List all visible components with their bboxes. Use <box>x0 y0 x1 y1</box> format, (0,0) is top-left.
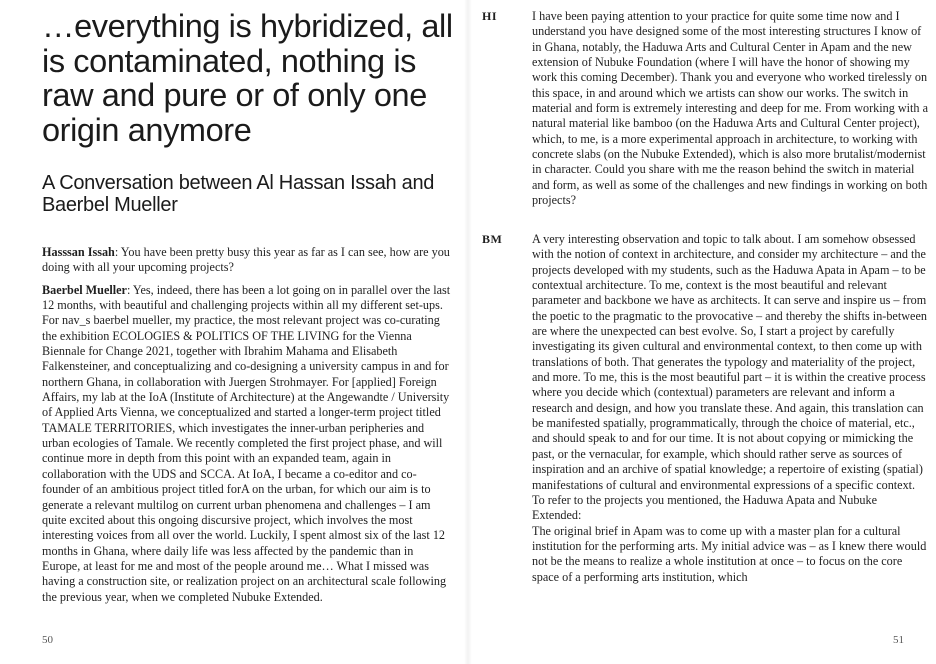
article-headline: …everything is hybridized, all is contaminated, nothing is raw and pure or of only one origin anymore <box>42 8 453 148</box>
entry-text-block <box>532 232 928 585</box>
paragraph-text: : Yes, indeed, there has been a lot going on in parallel over the last 12 months, with beautiful and challenging projects within all my different set-ups. For nav_s baerbel mueller, my practice, the most relevant project was co-curating the exhibition ECOLOGIES & POLITICS OF THE LIVING for the Vienna Biennale for Change 2021, together with Ibrahim Mahama and Elisabeth Falkensteiner, and conceptualizing and co-designing a university campus in and for northern Ghana, in collaboration with Juergen Strohmayer. For [applied] Foreign Affairs, my lab at the IoA (Institute of Architecture) at the Angewandte / University of Applied Arts Vienna, we conceptualized and started a longer-term project titled TAMALE TERRITORIES, which investigates the inner-urban peripheries and urban ecologies of Tamale. We recently completed the first project phase, and will continue more in depth from this point with an expanded team, again in collaboration with the UDS and SCCA. At IoA, I became a co-editor and co-founder of an ambitious project titled forA on the urban, for which our aim is to generate a relevant multilog on current urban phenomena and challenges – I am quite excited about this ongoing discursive project, which involves the most interesting voices from all over the world. Luckily, I spent almost six of the last 12 months in Ghana, where daily life was less affected by the pandemic than in Europe, at least for me and most of the people around me… What I missed was having a construction site, or realization project on an architectural scale following the previous year, when we completed Nubuke Extended. <box>42 282 451 604</box>
speaker-initials: BM <box>482 232 503 246</box>
paragraph-issah <box>42 245 452 276</box>
paragraph-mueller <box>42 283 452 605</box>
speaker-name: Baerbel Mueller <box>42 282 127 297</box>
page-number-left: 50 <box>42 634 53 646</box>
speaker-initials: HI <box>482 9 498 23</box>
page-number-right: 51 <box>893 634 904 646</box>
entry-text: I have been paying attention to your practice for quite some time now and I understand you have designed some of the most interesting structures I know of in Ghana, notably, the Haduwa Arts and Cultural Center in Apam and the new extension of Nubuke Foundation (where I will have the honor of showing my work this coming December). Thank you and everyone who worked tirelessly on this space, in and around which we artists can show our works. The switch in material and form is extremely interesting and deep for me. From working with a natural material like bamboo (on the Haduwa Arts and Cultural Center project), which, to me, is a more experimental approach in architecture, to working with concrete slabs (on the Nubuke Extended), which is also more brutalist/modernist in character. Could you share with me the reason behind the switch in material and form, as well as some of the challenges and new findings in working on both projects? <box>532 9 928 208</box>
entry-text: A very interesting observation and topic to talk about. I am somehow obsessed with the notion of context in architecture, and consider my architecture – and the projects developed with my students, such as the Haduwa Apata in Apam – to be contextual architecture. To me, context is the most beautiful and relevant parameter and backbone we have as architects. It can serve and inspire us – from the poetic to the pragmatic to the provocative – and thereby the shifts in-between are where the unexpected can best evolve. So, I start a project by carefully investigating its given cultural and environmental context, to then come up with translations of both. That generates the typology and materiality of the project, and more. To me, this is the most beautiful part – it is within the creative process where you decide which (contextual) parameters are relevant and inform a research and design, and how you translate these. And again, this translation can be manifested spatially, programmatically, through the choice of material, etc., and should speak to and for our time. It is not about copying or mimicking the past, or the vernacular, for example, which should rather serve as sources of inspiration and an archive of spatial knowledge; a repertoire of existing (spatial) manifestations of cultural and environmental expressions of a specific context. To refer to the projects you mentioned, the Haduwa Apata and Nubuke Extended: <box>532 232 927 523</box>
article-subheadline: A Conversation between Al Hassan Issah and Baerbel Mueller <box>42 172 435 216</box>
right-page <box>468 0 936 664</box>
entry-text-continued: The original brief in Apam was to come up with a master plan for a cultural institution for the performing arts. My initial advice was – as I knew there would not be the means to realize a whole institution at once – to focus on the core space of a performing arts institution, which <box>532 523 927 584</box>
speaker-name: Hasssan Issah <box>42 245 115 259</box>
left-body-text <box>42 245 452 612</box>
paragraph-text: : You have been pretty busy this year as far as I can see, how are you doing with all your upcoming projects? <box>42 245 450 275</box>
